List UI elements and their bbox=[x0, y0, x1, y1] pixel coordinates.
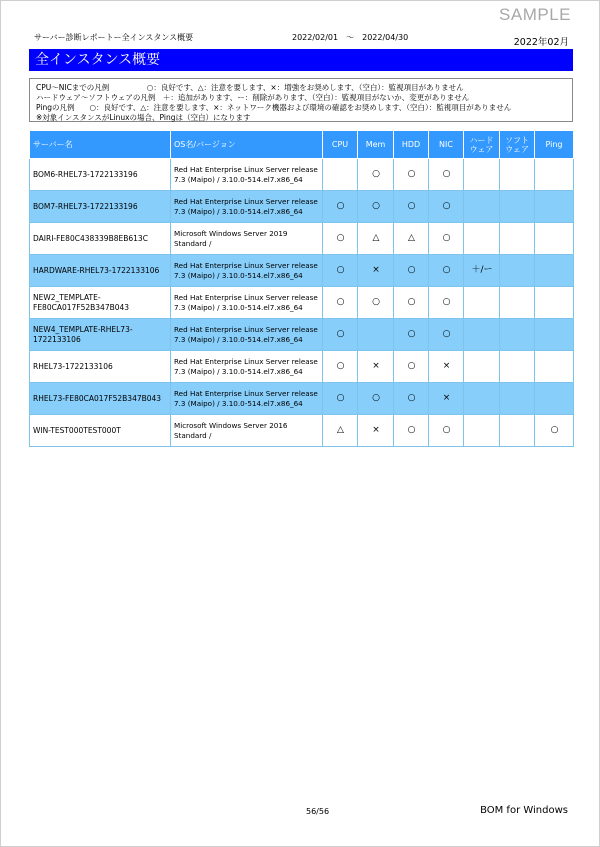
cell-os-version: Red Hat Enterprise Linux Server release 7.3 (Maipo) / 3.10.0-514.el7.x86_64 bbox=[171, 255, 323, 287]
cell-hardware bbox=[464, 351, 500, 383]
cell-ping bbox=[535, 287, 574, 319]
legend-line-note: ※対象インスタンスがLinuxの場合、Pingは（空白）になります bbox=[36, 113, 251, 122]
cell-mem: ○ bbox=[358, 191, 394, 223]
col-ping: Ping bbox=[535, 131, 574, 159]
col-nic: NIC bbox=[429, 131, 464, 159]
cell-software bbox=[500, 351, 535, 383]
report-period: 2022/02/01 ～ 2022/04/30 bbox=[292, 33, 409, 42]
table-row bbox=[30, 383, 574, 415]
cell-server-name: WIN-TEST000TEST000T bbox=[30, 415, 171, 447]
cell-nic: ○ bbox=[429, 255, 464, 287]
cell-software bbox=[500, 159, 535, 191]
report-title: サーバー診断レポートー全インスタンス概要 bbox=[34, 33, 194, 42]
cell-hdd: ○ bbox=[394, 319, 429, 351]
col-hardware-line2: ウェア bbox=[469, 144, 494, 154]
cell-hardware bbox=[464, 159, 500, 191]
cell-nic: ○ bbox=[429, 159, 464, 191]
cell-cpu: ○ bbox=[323, 255, 358, 287]
table-row bbox=[30, 319, 574, 351]
cell-server-name: DAIRI-FE80C438339B8EB613C bbox=[30, 223, 171, 255]
cell-software bbox=[500, 383, 535, 415]
cell-os-version: Red Hat Enterprise Linux Server release 7.3 (Maipo) / 3.10.0-514.el7.x86_64 bbox=[171, 287, 323, 319]
cell-mem: △ bbox=[358, 223, 394, 255]
cell-server-name: RHEL73-1722133106 bbox=[30, 351, 171, 383]
table-row bbox=[30, 351, 574, 383]
legend-line-cpu-nic: CPU～NICまでの凡例 ○：良好です、△：注意を要します、×：増強をお奨めします、（空白）：監視項目がありません bbox=[36, 83, 464, 92]
report-month: 2022年02月 bbox=[513, 37, 569, 48]
footer-brand: BOM for Windows bbox=[480, 805, 568, 816]
cell-os-version: Microsoft Windows Server 2019 Standard / bbox=[171, 223, 323, 255]
cell-server-name: NEW2_TEMPLATE-FE80CA017F52B347B043 bbox=[30, 287, 171, 319]
cell-hdd: ○ bbox=[394, 351, 429, 383]
cell-nic: ○ bbox=[429, 319, 464, 351]
watermark: SAMPLE bbox=[499, 5, 571, 24]
legend-box bbox=[29, 78, 573, 122]
cell-mem: ○ bbox=[358, 159, 394, 191]
cell-ping bbox=[535, 159, 574, 191]
cell-mem: × bbox=[358, 351, 394, 383]
cell-software bbox=[500, 287, 535, 319]
cell-hdd: ○ bbox=[394, 415, 429, 447]
col-software bbox=[500, 131, 535, 159]
legend-line-ping: Pingの凡例 ○：良好です、△：注意を要します、×：ネットワーク機器および環境の確認をお奨めします、（空白）：監視項目がありません bbox=[36, 103, 512, 112]
cell-mem bbox=[358, 319, 394, 351]
cell-ping bbox=[535, 383, 574, 415]
section-title: 全インスタンス概要 bbox=[29, 49, 573, 71]
cell-os-version: Red Hat Enterprise Linux Server release 7.3 (Maipo) / 3.10.0-514.el7.x86_64 bbox=[171, 351, 323, 383]
cell-server-name: BOM7-RHEL73-1722133196 bbox=[30, 191, 171, 223]
cell-mem: × bbox=[358, 255, 394, 287]
col-software-line1: ソフト bbox=[505, 135, 529, 145]
col-software-line2: ウェア bbox=[505, 144, 529, 154]
cell-nic: × bbox=[429, 351, 464, 383]
cell-cpu: △ bbox=[323, 415, 358, 447]
cell-nic: ○ bbox=[429, 415, 464, 447]
cell-nic: ○ bbox=[429, 191, 464, 223]
cell-nic: ○ bbox=[429, 223, 464, 255]
cell-cpu: ○ bbox=[323, 351, 358, 383]
cell-cpu: ○ bbox=[323, 383, 358, 415]
cell-server-name: RHEL73-FE80CA017F52B347B043 bbox=[30, 383, 171, 415]
col-mem: Mem bbox=[358, 131, 394, 159]
cell-ping: ○ bbox=[535, 415, 574, 447]
table-row bbox=[30, 415, 574, 447]
col-server-name: サーバー名 bbox=[30, 131, 171, 159]
col-hdd: HDD bbox=[394, 131, 429, 159]
cell-os-version: Red Hat Enterprise Linux Server release 7.3 (Maipo) / 3.10.0-514.el7.x86_64 bbox=[171, 191, 323, 223]
cell-software bbox=[500, 223, 535, 255]
cell-os-version: Red Hat Enterprise Linux Server release 7.3 (Maipo) / 3.10.0-514.el7.x86_64 bbox=[171, 383, 323, 415]
cell-hdd: ○ bbox=[394, 255, 429, 287]
cell-hardware bbox=[464, 223, 500, 255]
cell-software bbox=[500, 255, 535, 287]
col-cpu: CPU bbox=[323, 131, 358, 159]
cell-hdd: ○ bbox=[394, 191, 429, 223]
table-row bbox=[30, 255, 574, 287]
table-row bbox=[30, 287, 574, 319]
cell-hdd: ○ bbox=[394, 287, 429, 319]
cell-ping bbox=[535, 351, 574, 383]
cell-software bbox=[500, 319, 535, 351]
cell-hardware bbox=[464, 319, 500, 351]
cell-mem: ○ bbox=[358, 383, 394, 415]
cell-hdd: ○ bbox=[394, 383, 429, 415]
page-number: 56/56 bbox=[306, 807, 330, 816]
table-row bbox=[30, 223, 574, 255]
cell-os-version: Red Hat Enterprise Linux Server release 7.3 (Maipo) / 3.10.0-514.el7.x86_64 bbox=[171, 159, 323, 191]
cell-nic: × bbox=[429, 383, 464, 415]
cell-cpu: ○ bbox=[323, 191, 358, 223]
cell-hdd: △ bbox=[394, 223, 429, 255]
cell-cpu: ○ bbox=[323, 319, 358, 351]
cell-nic: ○ bbox=[429, 287, 464, 319]
instance-table bbox=[29, 130, 574, 447]
cell-mem: × bbox=[358, 415, 394, 447]
cell-ping bbox=[535, 191, 574, 223]
col-os-version: OS名/バージョン bbox=[171, 131, 323, 159]
cell-software bbox=[500, 191, 535, 223]
cell-ping bbox=[535, 319, 574, 351]
legend-line-hw-sw: ハードウェア～ソフトウェアの凡例 ＋：追加があります、ー：削除があります、（空白）：監視項目がないか、変更がありません bbox=[36, 93, 470, 102]
cell-cpu: ○ bbox=[323, 223, 358, 255]
table-header-row bbox=[30, 131, 574, 159]
col-hardware-line1: ハード bbox=[469, 135, 494, 145]
cell-hdd: ○ bbox=[394, 159, 429, 191]
col-hardware bbox=[464, 131, 500, 159]
cell-cpu: ○ bbox=[323, 287, 358, 319]
cell-hardware bbox=[464, 383, 500, 415]
cell-hardware: ＋/ー bbox=[464, 255, 500, 287]
cell-server-name: NEW4_TEMPLATE-RHEL73-1722133106 bbox=[30, 319, 171, 351]
cell-os-version: Microsoft Windows Server 2016 Standard / bbox=[171, 415, 323, 447]
cell-server-name: BOM6-RHEL73-1722133196 bbox=[30, 159, 171, 191]
cell-os-version: Red Hat Enterprise Linux Server release 7.3 (Maipo) / 3.10.0-514.el7.x86_64 bbox=[171, 319, 323, 351]
table-row bbox=[30, 191, 574, 223]
cell-mem: ○ bbox=[358, 287, 394, 319]
cell-server-name: HARDWARE-RHEL73-1722133106 bbox=[30, 255, 171, 287]
cell-hardware bbox=[464, 191, 500, 223]
cell-ping bbox=[535, 255, 574, 287]
cell-software bbox=[500, 415, 535, 447]
cell-hardware bbox=[464, 287, 500, 319]
table-row bbox=[30, 159, 574, 191]
cell-ping bbox=[535, 223, 574, 255]
cell-hardware bbox=[464, 415, 500, 447]
cell-cpu bbox=[323, 159, 358, 191]
